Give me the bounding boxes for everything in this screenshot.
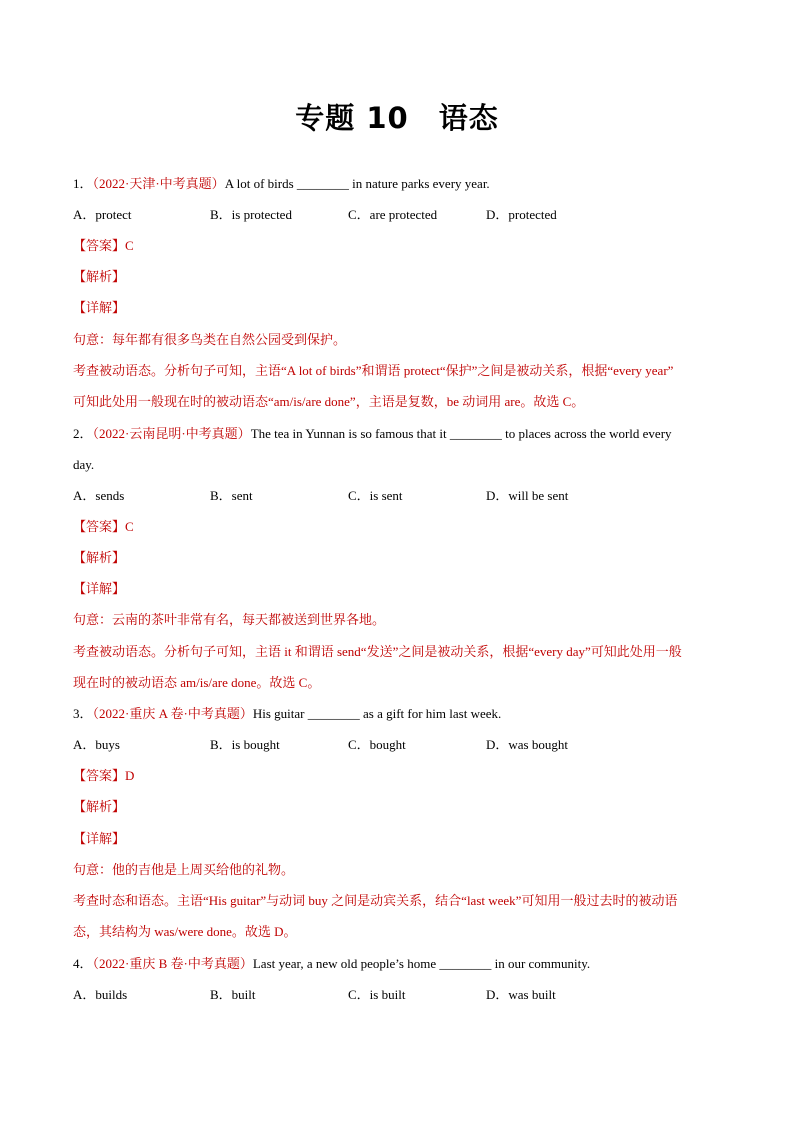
option-b: B．sent [210,488,253,503]
question-stem [73,174,733,194]
question-number: 2． [73,426,93,441]
sentence-meaning: 句意：云南的茶叶非常有名，每天都被送到世界各地。 [73,612,386,627]
explanation-line: 考查被动语态。分析句子可知，主语 it 和谓语 send“发送”之间是被动关系，根据“every day”可知此处用一般 [73,644,682,659]
option-c: C．is sent [348,488,403,503]
option-c: C．are protected [348,207,438,222]
answer-label: 【答案】C [73,519,134,534]
question-stem [73,954,733,974]
explanation-line: 可知此处用一般现在时的被动语态“am/is/are done”，主语是复数，be 动词用 are。故选 C。 [73,394,585,409]
question-number: 3． [73,706,93,721]
question-number: 4． [73,956,93,971]
option-c: C．is built [348,987,406,1002]
detail-label: 【详解】 [73,831,126,846]
question-source: （2022·重庆 A 卷·中考真题） [92,706,253,721]
sentence-meaning: 句意：他的吉他是上周买给他的礼物。 [73,862,295,877]
question-text: His guitar ________ as a gift for him last week. [252,706,502,721]
question-text: A lot of birds ________ in nature parks every year. [224,176,490,191]
option-a: A．sends [73,488,125,503]
analysis-label: 【解析】 [73,799,126,814]
explanation-line: 态，其结构为 was/were done。故选 D。 [73,924,297,939]
option-b: B．is protected [210,207,292,222]
explanation-line: 现在时的被动语态 am/is/are done。故选 C。 [73,675,321,690]
option-b: B．built [210,987,256,1002]
question-text: Last year, a new old people’s home ________ in our community. [252,956,591,971]
question-text: The tea in Yunnan is so famous that it ________ to places across the world every [250,426,672,441]
answer-label: 【答案】D [73,768,135,783]
option-d: D．protected [486,207,557,222]
question-source: （2022·云南昆明·中考真题） [92,426,251,441]
option-a: A．buys [73,737,120,752]
sentence-meaning: 句意：每年都有很多鸟类在自然公园受到保护。 [73,332,347,347]
question-source: （2022·重庆 B 卷·中考真题） [92,956,253,971]
explanation-line: 考查时态和语态。主语“His guitar”与动词 buy 之间是动宾关系，结合“last week”可知用一般过去时的被动语 [73,893,678,908]
question-source: （2022·天津·中考真题） [92,176,225,191]
answer-label: 【答案】C [73,238,134,253]
detail-label: 【详解】 [73,300,126,315]
question-text-continued: day. [73,457,95,472]
question-number: 1． [73,176,93,191]
option-a: A．protect [73,207,132,222]
option-d: D．was bought [486,737,568,752]
detail-label: 【详解】 [73,581,126,596]
option-d: D．will be sent [486,488,569,503]
option-d: D．was built [486,987,556,1002]
option-b: B．is bought [210,737,280,752]
question-stem [73,424,733,444]
analysis-label: 【解析】 [73,269,126,284]
page-title: 专题 10 语态 [295,101,499,135]
question-stem [73,704,733,724]
option-a: A．builds [73,987,128,1002]
option-c: C．bought [348,737,406,752]
explanation-line: 考查被动语态。分析句子可知，主语“A lot of birds”和谓语 protect“保护”之间是被动关系，根据“every year” [73,363,674,378]
analysis-label: 【解析】 [73,550,126,565]
